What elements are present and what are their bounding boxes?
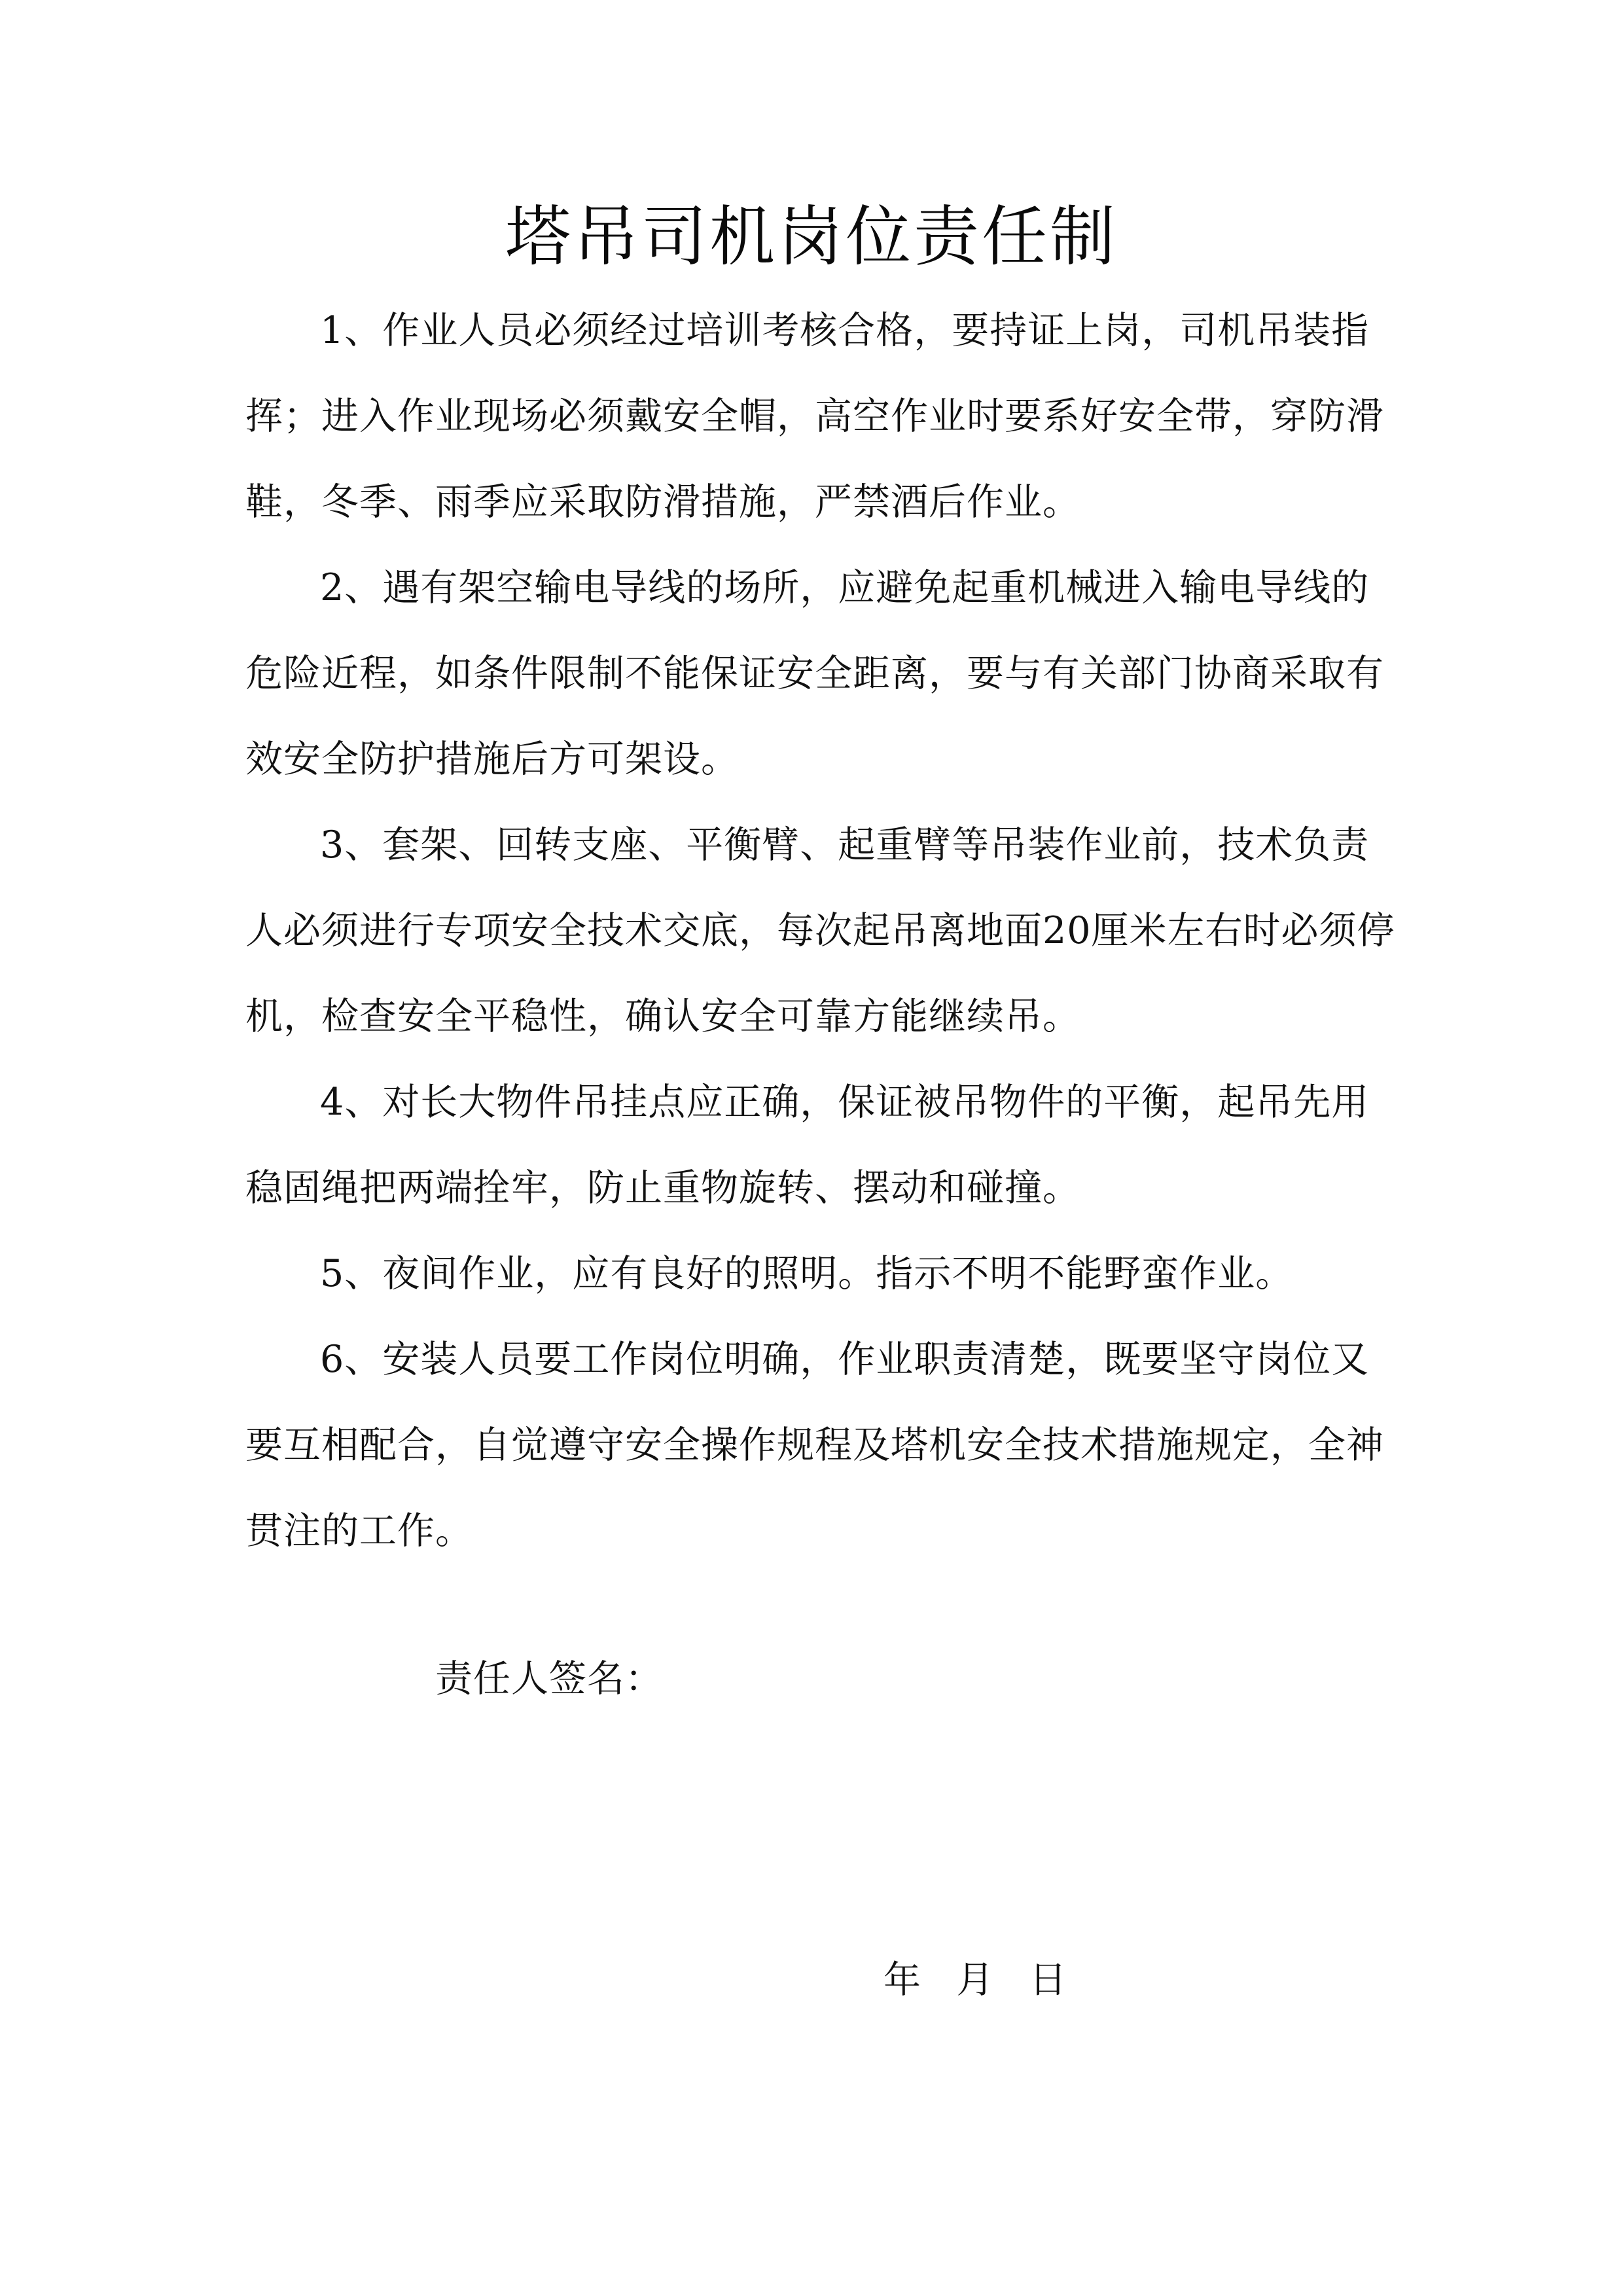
- clause-5: 5、夜间作业，应有良好的照明。指示不明不能野蛮作业。: [320, 1252, 1294, 1295]
- clause-2: 2、遇有架空输电导线的场所，应避免起重机械进入输电导线的危险近程，如条件限制不能保证安全距离，要与有关部门协商采取有效安全防护措施后方可架设。: [245, 566, 1384, 781]
- document-title: 塔吊司机岗位责任制: [505, 198, 1118, 275]
- signature-label: 责任人签名：: [435, 1657, 663, 1700]
- date-line: 年 月 日: [883, 1958, 1067, 2001]
- clause-4: 4、对长大物件吊挂点应正确，保证被吊物件的平衡，起吊先用稳固绳把两端拴牢，防止重物旋转、摆动和碰撞。: [245, 1081, 1370, 1210]
- clause-1: 1、作业人员必须经过培训考核合格，要持证上岗，司机吊装指挥；进入作业现场必须戴安全帽，高空作业时要系好安全带，穿防滑鞋，冬季、雨季应采取防滑措施，严禁酒后作业。: [245, 309, 1384, 524]
- clause-6: 6、安装人员要工作岗位明确，作业职责清楚，既要坚守岗位又要互相配合，自觉遵守安全操作规程及塔机安全技术措施规定，全神贯注的工作。: [245, 1338, 1384, 1552]
- document-body: [245, 288, 1404, 1574]
- clause-3: 3、套架、回转支座、平衡臂、起重臂等吊装作业前，技术负责人必须进行专项安全技术交底，每次起吊离地面20厘米左右时必须停机，检查安全平稳性，确认安全可靠方能继续吊。: [245, 823, 1395, 1038]
